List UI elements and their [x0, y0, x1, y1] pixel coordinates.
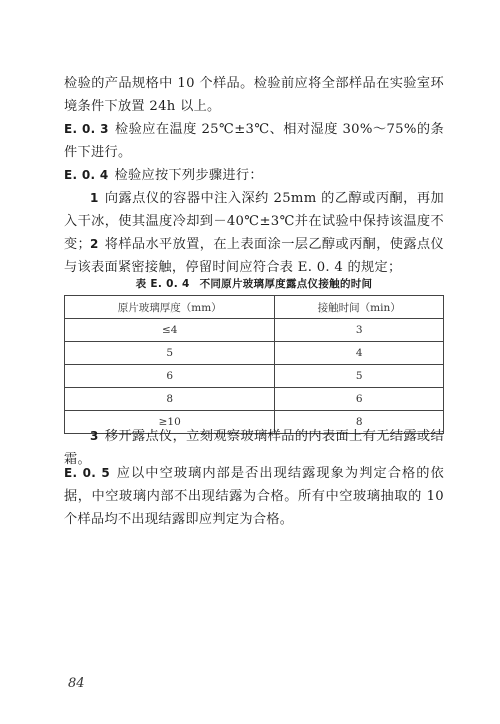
table-row	[65, 388, 444, 411]
step-text: 将样品水平放置，在上表面涂一层乙醇或丙酮，使露点仪与该表面紧密接触，停留时间应符合表 E. 0. 4 的规定；	[64, 237, 444, 275]
table-caption-title: 不同原片玻璃厚度露点仪接触的时间	[199, 278, 373, 290]
step-number: 3	[90, 429, 99, 443]
header-contact-time: 接触时间（min）	[275, 296, 444, 319]
step-number: 2	[90, 237, 99, 251]
table-row	[65, 319, 444, 342]
step-number: 1	[90, 191, 99, 205]
time-cell: 8	[275, 411, 444, 434]
header-thickness: 原片玻璃厚度（mm）	[65, 296, 275, 319]
clause-text: 检验应在温度 25℃±3℃、相对湿度 30%～75%的条件下进行。	[64, 122, 444, 160]
intro-paragraph: 检验的产品规格中 10 个样品。检验前应将全部样品在实验室环境条件下放置 24h 以上。	[64, 76, 444, 114]
table-row	[65, 342, 444, 365]
time-cell: 4	[275, 342, 444, 365]
thickness-cell: 6	[65, 365, 275, 388]
thickness-cell: 8	[65, 388, 275, 411]
thickness-cell: ≥10	[65, 411, 275, 434]
time-cell: 6	[275, 388, 444, 411]
step-text: 向露点仪的容器中注入深约 25mm 的乙醇或丙酮，再加入干冰，使其温度冷却到－40℃±3℃并在试验中保持该温度不变；	[64, 191, 444, 252]
step-2	[64, 233, 444, 279]
clause-text: 检验应按下列步骤进行：	[114, 168, 263, 183]
table-caption	[64, 276, 444, 291]
clause-e03	[64, 118, 444, 164]
page-number: 84	[68, 676, 85, 691]
clause-e04	[64, 164, 444, 187]
time-cell: 5	[275, 365, 444, 388]
step-text: 移开露点仪，立刻观察玻璃样品的内表面上有无结露或结霜。	[64, 429, 444, 467]
table-header-row	[65, 296, 444, 319]
clause-text: 应以中空玻璃内部是否出现结露现象为判定合格的依据，中空玻璃内部不出现结露为合格。所有中空玻璃抽取的 10 个样品均不出现结露即应判定为合格。	[64, 466, 444, 527]
thickness-cell: 5	[65, 342, 275, 365]
clause-number: E. 0. 3	[64, 122, 109, 136]
thickness-cell: ≤4	[65, 319, 275, 342]
table-caption-label: 表 E. 0. 4	[135, 278, 190, 290]
table-row	[65, 365, 444, 388]
clause-number: E. 0. 5	[64, 466, 111, 480]
time-cell: 3	[275, 319, 444, 342]
clause-number: E. 0. 4	[64, 168, 109, 182]
contact-time-table	[64, 295, 444, 434]
clause-e05	[64, 462, 444, 531]
